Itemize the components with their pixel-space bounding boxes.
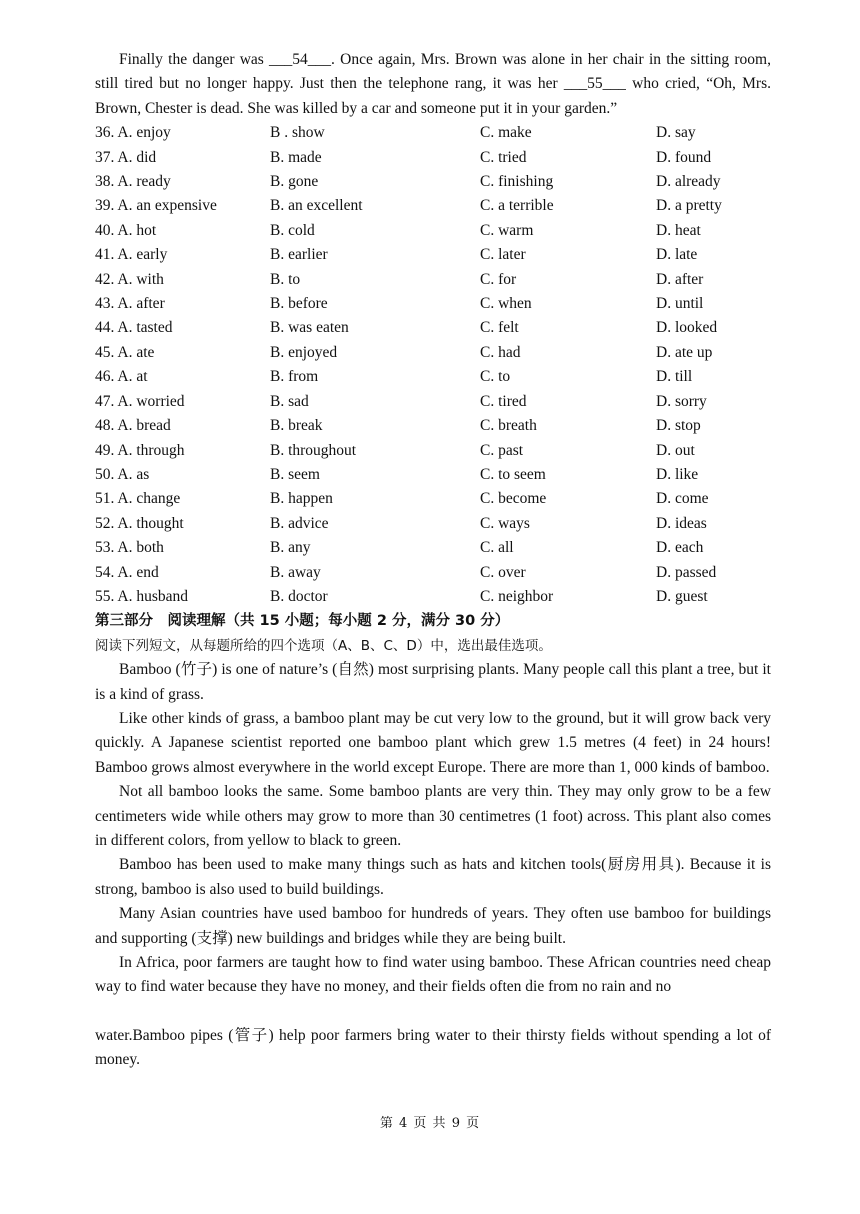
option-b: B. sad <box>270 392 309 410</box>
option-c: C. when <box>480 295 532 313</box>
page-footer: 第 4 页 共 9 页 <box>379 1116 481 1131</box>
option-b: B. from <box>270 368 319 386</box>
option-a: 47. A. worried <box>95 392 185 410</box>
option-a: 51. A. change <box>95 490 181 508</box>
option-row <box>95 194 771 218</box>
option-b: B. cold <box>270 221 315 239</box>
option-b: B. away <box>270 563 321 581</box>
option-a: 50. A. as <box>95 465 150 483</box>
option-d: D. until <box>656 295 704 313</box>
option-a: 49. A. through <box>95 441 185 459</box>
option-b: B. an excellent <box>270 197 363 215</box>
cloze-options-body <box>95 121 771 609</box>
option-c: C. all <box>480 539 514 557</box>
option-c: C. neighbor <box>480 587 554 605</box>
option-row <box>95 316 771 340</box>
option-row <box>95 390 771 414</box>
option-a: 38. A. ready <box>95 173 171 191</box>
option-a: 55. A. husband <box>95 587 188 605</box>
option-b: B. advice <box>270 514 329 532</box>
option-c: C. to seem <box>480 465 546 483</box>
option-c: C. had <box>480 343 521 361</box>
option-d: D. stop <box>656 417 701 435</box>
option-row <box>95 585 771 609</box>
option-row <box>95 268 771 292</box>
option-a: 37. A. did <box>95 148 157 166</box>
option-d: D. a pretty <box>656 197 722 215</box>
option-d: D. heat <box>656 221 701 239</box>
section-title: 第三部分 阅读理解（共 15 小题；每小题 2 分，满分 30 分） <box>95 613 510 630</box>
option-row <box>95 243 771 267</box>
option-b: B. enjoyed <box>270 343 338 361</box>
option-c: C. make <box>480 124 532 142</box>
reading-paragraph-3: Not all bamboo looks the same. Some bamboo plants are very thin. They may only grow to be a few centimeters wide while others may grow to more than 30 centimetres (1 foot) across. This plant also comes in different colors, from yellow to black to green. <box>95 783 771 849</box>
option-row <box>95 561 771 585</box>
option-a: 41. A. early <box>95 246 168 264</box>
option-d: D. say <box>656 124 696 142</box>
option-a: 54. A. end <box>95 563 159 581</box>
option-row <box>95 365 771 389</box>
option-b: B. throughout <box>270 441 357 459</box>
cloze-options-table <box>95 121 771 609</box>
option-b: B. break <box>270 417 323 435</box>
option-d: D. already <box>656 173 721 191</box>
option-row <box>95 463 771 487</box>
option-b: B. was eaten <box>270 319 349 337</box>
reading-paragraph-4: Bamboo has been used to make many things such as hats and kitchen tools(厨房用具). Because it is strong, bamboo is also used to build buildings. <box>95 856 771 898</box>
option-d: D. guest <box>656 587 708 605</box>
option-c: C. warm <box>480 221 534 239</box>
option-a: 43. A. after <box>95 295 165 313</box>
option-a: 40. A. hot <box>95 221 157 239</box>
option-a: 36. A. enjoy <box>95 124 171 142</box>
option-b: B. earlier <box>270 246 328 264</box>
option-b: B. any <box>270 539 311 557</box>
option-d: D. late <box>656 246 698 264</box>
option-c: C. past <box>480 441 524 459</box>
option-d: D. each <box>656 539 704 557</box>
option-d: D. after <box>656 270 704 288</box>
option-b: B. seem <box>270 465 320 483</box>
option-a: 53. A. both <box>95 539 164 557</box>
option-d: D. passed <box>656 563 717 581</box>
option-row <box>95 146 771 170</box>
option-d: D. ideas <box>656 514 707 532</box>
option-a: 48. A. bread <box>95 417 171 435</box>
option-c: C. tired <box>480 392 527 410</box>
option-row <box>95 341 771 365</box>
option-c: C. felt <box>480 319 519 337</box>
option-row <box>95 439 771 463</box>
option-c: C. finishing <box>480 173 554 191</box>
option-c: C. over <box>480 563 526 581</box>
reading-paragraph-2: Like other kinds of grass, a bamboo plant may be cut very low to the ground, but it will grow back very quickly. A Japanese scientist reported one bamboo plant which grew 1.5 metres (4 feet) in 24 hours! Bamboo grows almost everywhere in the world except Europe. There are more than 1, 000 kinds of bamboo. <box>95 709 771 776</box>
reading-paragraph-1: Bamboo (竹子) is one of nature’s (自然) most surprising plants. Many people call this plant a tree, but it is a kind of grass. <box>95 661 771 703</box>
cloze-passage-ending: Finally the danger was ___54___. Once again, Mrs. Brown was alone in her chair in the sitting room, still tired but no longer happy. Just then the telephone rang, it was her ___55___ who cried, “Oh, Mrs. Brown, Chester is dead. She was killed by a car and someone put it in your garden.” <box>95 51 771 117</box>
blank-gap <box>95 1000 771 1024</box>
option-c: C. ways <box>480 514 530 532</box>
option-b: B. to <box>270 270 301 288</box>
option-c: C. later <box>480 246 526 264</box>
option-row <box>95 121 771 145</box>
option-d: D. like <box>656 465 699 483</box>
option-a: 52. A. thought <box>95 514 184 532</box>
option-b: B. gone <box>270 173 319 191</box>
option-c: C. to <box>480 368 511 386</box>
option-a: 42. A. with <box>95 270 164 288</box>
option-c: C. a terrible <box>480 197 554 215</box>
reading-paragraph-7: water.Bamboo pipes (管子) help poor farmers bring water to their thirsty fields without spending a lot of money. <box>95 1026 771 1069</box>
option-c: C. become <box>480 490 547 508</box>
option-c: C. for <box>480 270 517 288</box>
reading-paragraph-5: Many Asian countries have used bamboo for hundreds of years. They often use bamboo for buildings and supporting (支撑) new buildings and bridges while they are being built. <box>95 905 771 947</box>
option-d: D. ate up <box>656 343 713 361</box>
option-row <box>95 512 771 536</box>
reading-paragraph-6: In Africa, poor farmers are taught how to find water using bamboo. These African countries need cheap way to find water because they have no money, and their fields often die from no rain and no <box>95 954 771 996</box>
option-a: 39. A. an expensive <box>95 197 217 215</box>
option-d: D. till <box>656 368 693 386</box>
section-instruction: 阅读下列短文，从每题所给的四个选项（A、B、C、D）中，选出最佳选项。 <box>95 637 552 654</box>
option-c: C. breath <box>480 417 537 435</box>
option-row <box>95 292 771 316</box>
option-d: D. found <box>656 148 712 166</box>
option-row <box>95 414 771 438</box>
option-b: B . show <box>270 124 325 142</box>
option-c: C. tried <box>480 148 527 166</box>
option-row <box>95 170 771 194</box>
option-a: 45. A. ate <box>95 343 155 361</box>
option-a: 44. A. tasted <box>95 319 173 337</box>
option-b: B. doctor <box>270 587 328 605</box>
option-b: B. made <box>270 148 322 166</box>
option-d: D. looked <box>656 319 718 337</box>
option-row <box>95 487 771 511</box>
option-b: B. before <box>270 295 328 313</box>
option-row <box>95 219 771 243</box>
option-d: D. out <box>656 441 695 459</box>
option-d: D. sorry <box>656 392 707 410</box>
option-row <box>95 536 771 560</box>
option-d: D. come <box>656 490 709 508</box>
document-page <box>95 48 771 1073</box>
option-b: B. happen <box>270 490 333 508</box>
option-a: 46. A. at <box>95 368 148 386</box>
